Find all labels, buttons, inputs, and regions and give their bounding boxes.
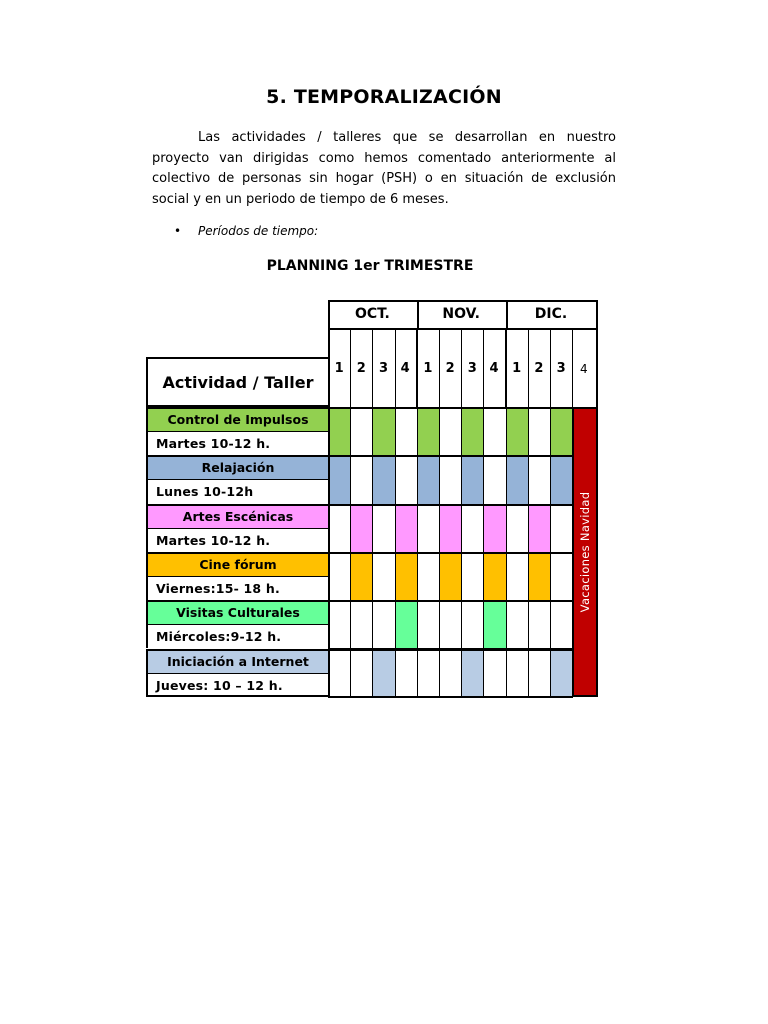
schedule-cell: [483, 552, 506, 601]
activity-schedule: Viernes:15- 18 h.: [146, 576, 330, 600]
schedule-cell: [483, 407, 506, 456]
schedule-cell: [550, 552, 573, 601]
vacation-column: [572, 407, 598, 697]
week-header: 1: [417, 330, 440, 407]
schedule-cell: [528, 455, 551, 504]
activity-schedule: Martes 10-12 h.: [146, 431, 330, 455]
week-header: 1: [328, 330, 351, 407]
schedule-cell: [417, 504, 440, 553]
schedule-cell: [461, 600, 484, 649]
bullet-text: Períodos de tiempo:: [198, 224, 319, 238]
schedule-cell: [439, 649, 462, 698]
schedule-cell: [328, 600, 351, 649]
week-header: 2: [350, 330, 373, 407]
week-header: 3: [550, 330, 573, 407]
schedule-cell: [395, 504, 418, 553]
activity-name: Control de Impulsos: [146, 407, 330, 431]
schedule-cell: [372, 649, 395, 698]
schedule-cell: [417, 455, 440, 504]
schedule-cell: [483, 504, 506, 553]
activity-schedule: Lunes 10-12h: [146, 479, 330, 503]
schedule-cell: [528, 504, 551, 553]
schedule-cell: [328, 649, 351, 698]
schedule-cell: [372, 600, 395, 649]
schedule-cell: [461, 649, 484, 698]
schedule-cell: [506, 552, 529, 601]
schedule-cell: [328, 504, 351, 553]
schedule-cell: [506, 407, 529, 456]
schedule-cell: [461, 552, 484, 601]
page-title: 5. TEMPORALIZACIÓN: [266, 86, 502, 108]
schedule-cell: [461, 407, 484, 456]
vacation-label: Vacaciones Navidad: [578, 491, 592, 613]
intro-paragraph: [152, 128, 616, 210]
schedule-cell: [461, 455, 484, 504]
schedule-cell: [506, 600, 529, 649]
schedule-cell: [439, 407, 462, 456]
schedule-cell: [395, 552, 418, 601]
schedule-cell: [350, 455, 373, 504]
activity-header: Actividad / Taller: [146, 357, 330, 407]
schedule-cell: [417, 600, 440, 649]
schedule-cell: [550, 649, 573, 698]
activity-name: Visitas Culturales: [146, 600, 330, 624]
activity-name: Artes Escénicas: [146, 504, 330, 528]
schedule-cell: [372, 504, 395, 553]
schedule-cell: [528, 552, 551, 601]
month-header: OCT.: [328, 300, 419, 330]
activity-name: Cine fórum: [146, 552, 330, 576]
schedule-cell: [439, 455, 462, 504]
month-header: NOV.: [417, 300, 508, 330]
week-header: 2: [528, 330, 551, 407]
intro-paragraph-text: Las actividades / talleres que se desarrollan en nuestro proyecto van dirigidas como hemos comentado anteriormente al colectivo de personas sin hogar (PSH) o en situación de exclusión social y en un periodo de tiempo de 6 meses.: [152, 130, 616, 207]
schedule-cell: [395, 600, 418, 649]
schedule-cell: [328, 407, 351, 456]
schedule-cell: [439, 552, 462, 601]
schedule-cell: [483, 455, 506, 504]
week-header: 4: [395, 330, 418, 407]
schedule-cell: [439, 600, 462, 649]
activity-schedule: Jueves: 10 – 12 h.: [146, 673, 330, 697]
schedule-cell: [372, 552, 395, 601]
schedule-cell: [528, 649, 551, 698]
schedule-cell: [395, 407, 418, 456]
schedule-cell: [506, 649, 529, 698]
schedule-cell: [550, 407, 573, 456]
planning-title: PLANNING 1er TRIMESTRE: [266, 258, 474, 274]
schedule-cell: [372, 455, 395, 504]
schedule-cell: [528, 600, 551, 649]
schedule-cell: [395, 455, 418, 504]
schedule-cell: [328, 455, 351, 504]
schedule-cell: [550, 455, 573, 504]
week-header: 3: [461, 330, 484, 407]
schedule-cell: [506, 504, 529, 553]
schedule-cell: [550, 504, 573, 553]
schedule-cell: [483, 600, 506, 649]
schedule-cell: [350, 552, 373, 601]
schedule-cell: [439, 504, 462, 553]
week-header: 3: [372, 330, 395, 407]
activity-schedule: Martes 10-12 h.: [146, 528, 330, 552]
schedule-cell: [350, 649, 373, 698]
schedule-cell: [395, 649, 418, 698]
schedule-cell: [461, 504, 484, 553]
week-header: 4: [483, 330, 506, 407]
schedule-cell: [528, 407, 551, 456]
schedule-cell: [350, 407, 373, 456]
activity-name: Relajación: [146, 455, 330, 479]
schedule-cell: [506, 455, 529, 504]
week-header: 4: [579, 361, 588, 376]
activity-schedule: Miércoles:9-12 h.: [146, 624, 330, 648]
bullet-icon: •: [174, 224, 182, 238]
schedule-cell: [417, 552, 440, 601]
schedule-cell: [350, 600, 373, 649]
activity-name: Iniciación a Internet: [146, 649, 330, 673]
schedule-cell: [417, 649, 440, 698]
schedule-cell: [328, 552, 351, 601]
month-header: DIC.: [506, 300, 597, 330]
week-header: 1: [506, 330, 529, 407]
schedule-cell: [417, 407, 440, 456]
schedule-cell: [350, 504, 373, 553]
schedule-cell: [550, 600, 573, 649]
bullet-item: [174, 224, 318, 238]
schedule-cell: [483, 649, 506, 698]
schedule-cell: [372, 407, 395, 456]
week-header: 2: [439, 330, 462, 407]
